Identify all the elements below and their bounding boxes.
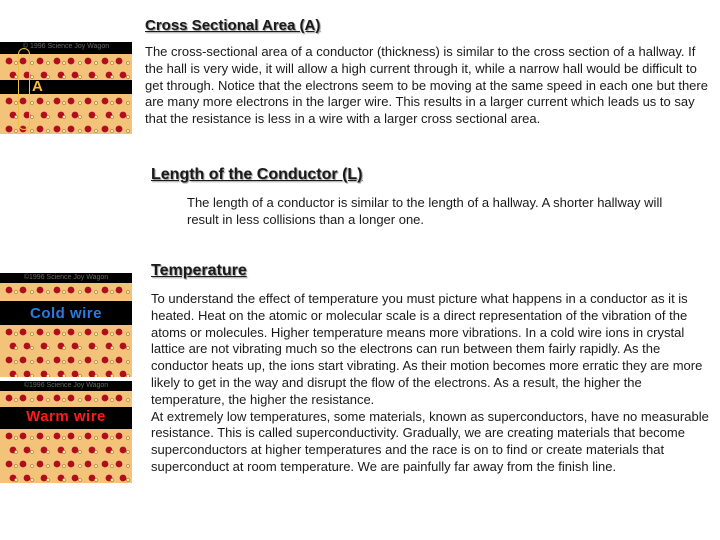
- ion-dot: [102, 433, 109, 440]
- electron-dot: [14, 464, 17, 467]
- ion-dot: [37, 329, 44, 336]
- ion-dot: [102, 98, 109, 105]
- ion-dot: [85, 58, 92, 65]
- electron-dot: [46, 450, 49, 453]
- warm-wire-image: [0, 381, 132, 483]
- ion-dot: [54, 395, 61, 402]
- ion-dot: [68, 357, 75, 364]
- electron-dot: [30, 346, 33, 349]
- electron-dot: [62, 61, 65, 64]
- electron-dot: [62, 129, 65, 132]
- electron-dot: [46, 478, 49, 481]
- ion-dot: [68, 395, 75, 402]
- electron-dot: [46, 129, 49, 132]
- ion-dot: [54, 461, 61, 468]
- electron-dot: [78, 360, 81, 363]
- electron-dot: [110, 61, 113, 64]
- ion-dot: [72, 371, 79, 377]
- electron-dot: [30, 101, 33, 104]
- electron-dot: [78, 436, 81, 439]
- ion-dot: [102, 126, 109, 133]
- electron-dot: [46, 101, 49, 104]
- ion-dot: [72, 475, 79, 482]
- ion-dot: [24, 371, 31, 377]
- ion-dot: [54, 98, 61, 105]
- ion-dot: [6, 461, 13, 468]
- electron-dot: [126, 290, 129, 293]
- image-copyright: © 1996 Science Joy Wagon: [22, 43, 110, 50]
- electron-dot: [30, 290, 33, 293]
- electron-dot: [78, 398, 81, 401]
- ion-dot: [85, 357, 92, 364]
- ion-dot: [116, 395, 123, 402]
- cross-section-outline: [18, 48, 30, 130]
- ion-dot: [120, 72, 127, 79]
- ion-dot: [68, 98, 75, 105]
- electron-dot: [46, 61, 49, 64]
- electron-dot: [94, 346, 97, 349]
- ion-dot: [120, 112, 127, 119]
- ion-dot: [120, 447, 127, 454]
- ion-dot: [85, 329, 92, 336]
- ion-dot: [120, 475, 127, 482]
- electron-dot: [94, 398, 97, 401]
- ion-dot: [116, 461, 123, 468]
- electron-dot: [30, 61, 33, 64]
- area-section-title: Cross Sectional Area (A): [145, 17, 321, 34]
- ion-dot: [6, 329, 13, 336]
- electron-dot: [46, 464, 49, 467]
- temperature-section-title: Temperature: [151, 262, 247, 279]
- ion-dot: [37, 287, 44, 294]
- ion-dot: [116, 98, 123, 105]
- ion-dot: [37, 461, 44, 468]
- electron-dot: [78, 478, 81, 481]
- ion-dot: [24, 447, 31, 454]
- electron-dot: [110, 436, 113, 439]
- ion-dot: [102, 329, 109, 336]
- ion-dot: [68, 287, 75, 294]
- electron-dot: [46, 75, 49, 78]
- electron-dot: [30, 360, 33, 363]
- electron-dot: [126, 61, 129, 64]
- ion-dot: [37, 395, 44, 402]
- electron-dot: [30, 450, 33, 453]
- electron-dot: [94, 450, 97, 453]
- electron-dot: [14, 478, 17, 481]
- ion-dot: [54, 287, 61, 294]
- electron-dot: [78, 374, 81, 377]
- ion-dot: [37, 58, 44, 65]
- electron-dot: [30, 374, 33, 377]
- electron-dot: [78, 75, 81, 78]
- ion-dot: [37, 98, 44, 105]
- electron-dot: [30, 436, 33, 439]
- electron-dot: [110, 101, 113, 104]
- cold-wire-label: Cold wire: [29, 305, 102, 322]
- electron-dot: [126, 450, 129, 453]
- electron-dot: [94, 436, 97, 439]
- electron-dot: [94, 332, 97, 335]
- electron-dot: [78, 464, 81, 467]
- electron-dot: [126, 101, 129, 104]
- ion-dot: [116, 329, 123, 336]
- ion-dot: [24, 475, 31, 482]
- ion-dot: [116, 58, 123, 65]
- image-copyright: ©1996 Science Joy Wagon: [23, 382, 109, 389]
- ion-dot: [102, 287, 109, 294]
- electron-dot: [126, 129, 129, 132]
- electron-dot: [110, 290, 113, 293]
- ion-dot: [24, 343, 31, 350]
- ion-dot: [85, 395, 92, 402]
- ion-dot: [6, 395, 13, 402]
- electron-dot: [62, 101, 65, 104]
- electron-dot: [110, 374, 113, 377]
- ion-dot: [20, 357, 27, 364]
- electron-dot: [46, 374, 49, 377]
- ion-dot: [20, 287, 27, 294]
- ion-dot: [72, 343, 79, 350]
- electron-dot: [62, 346, 65, 349]
- image-copyright: ©1996 Science Joy Wagon: [23, 274, 109, 281]
- ion-dot: [68, 461, 75, 468]
- electron-dot: [62, 374, 65, 377]
- ion-dot: [72, 72, 79, 79]
- ion-dot: [20, 395, 27, 402]
- ion-dot: [116, 126, 123, 133]
- electron-dot: [46, 436, 49, 439]
- ion-dot: [116, 433, 123, 440]
- electron-dot: [126, 115, 129, 118]
- electron-dot: [126, 436, 129, 439]
- warm-wire-label: Warm wire: [26, 408, 106, 425]
- wire-band-bottom: [0, 429, 132, 483]
- ion-dot: [120, 371, 127, 377]
- electron-dot: [14, 374, 17, 377]
- electron-dot: [126, 374, 129, 377]
- electron-dot: [30, 129, 33, 132]
- electron-dot: [14, 360, 17, 363]
- ion-dot: [54, 126, 61, 133]
- electron-dot: [126, 398, 129, 401]
- temperature-section-body: To understand the effect of temperature you must picture what happens in a conductor as it is heated. Heat on the atomic or molecular scale is a direct representation of the vibration of the atoms or molecules. Higher temperature means more vibrations. In a cold wire ions in crystal lattice are not vibrating much so the electrons can run between them fairly rapidly. As the conductor heats up, the ions start vibrating. As their motion becomes more erratic they are more likely to get in the way and disrupt the flow of the electrons. As a result, the higher the temperature, the higher the resistance. At extremely low temperatures, some materials, known as superconductors, have no measurable resistance. This is called superconductivity. Gradually, we are creating materials that become superconductors at higher temperatures and the race is on to find or create materials that superconduct at room temperature. We are painfully far away from the finish line.: [151, 291, 709, 474]
- ion-dot: [6, 433, 13, 440]
- ion-dot: [72, 112, 79, 119]
- ion-dot: [6, 58, 13, 65]
- area-section-body: The cross-sectional area of a conductor (thickness) is similar to the cross section of a hallway. If the hall is very wide, it will allow a high current through it, while a narrow hall would be difficult to get through. Notice that the electrons seem to be moving at the same speed in each one but there are many more electrons in the larger wire. This results in a larger current which leads us to say that the resistance is less in a wire with a larger cross sectional area.: [145, 44, 708, 127]
- electron-dot: [14, 346, 17, 349]
- electron-dot: [30, 398, 33, 401]
- electron-dot: [14, 290, 17, 293]
- ion-dot: [6, 98, 13, 105]
- electron-dot: [46, 360, 49, 363]
- ion-dot: [72, 447, 79, 454]
- ion-dot: [85, 461, 92, 468]
- electron-dot: [14, 129, 17, 132]
- electron-dot: [126, 332, 129, 335]
- electron-dot: [126, 75, 129, 78]
- ion-dot: [85, 433, 92, 440]
- ion-dot: [20, 461, 27, 468]
- electron-dot: [126, 360, 129, 363]
- electron-dot: [110, 398, 113, 401]
- ion-dot: [85, 287, 92, 294]
- electron-dot: [14, 332, 17, 335]
- ion-dot: [54, 329, 61, 336]
- electron-dot: [94, 464, 97, 467]
- ion-dot: [6, 126, 13, 133]
- electron-dot: [78, 290, 81, 293]
- electron-dot: [110, 360, 113, 363]
- electron-dot: [78, 129, 81, 132]
- electron-dot: [110, 464, 113, 467]
- electron-dot: [78, 115, 81, 118]
- electron-dot: [110, 75, 113, 78]
- ion-dot: [68, 58, 75, 65]
- lattice-bottom: [0, 429, 132, 483]
- electron-dot: [30, 115, 33, 118]
- electron-dot: [110, 478, 113, 481]
- electron-dot: [30, 478, 33, 481]
- electron-dot: [30, 464, 33, 467]
- ion-dot: [116, 357, 123, 364]
- ion-dot: [54, 357, 61, 364]
- electron-dot: [110, 129, 113, 132]
- cross-section-wire-image: [0, 42, 132, 134]
- length-section-title: Length of the Conductor (L): [151, 166, 363, 183]
- electron-dot: [14, 436, 17, 439]
- electron-dot: [126, 464, 129, 467]
- electron-dot: [94, 101, 97, 104]
- electron-dot: [94, 374, 97, 377]
- ion-dot: [102, 357, 109, 364]
- lattice-bottom: [0, 325, 132, 377]
- electron-dot: [62, 332, 65, 335]
- electron-dot: [110, 346, 113, 349]
- electron-dot: [126, 478, 129, 481]
- electron-dot: [78, 346, 81, 349]
- electron-dot: [62, 290, 65, 293]
- electron-dot: [62, 398, 65, 401]
- electron-dot: [110, 332, 113, 335]
- ion-dot: [54, 433, 61, 440]
- ion-dot: [85, 126, 92, 133]
- electron-dot: [78, 450, 81, 453]
- electron-dot: [30, 332, 33, 335]
- ion-dot: [68, 433, 75, 440]
- ion-dot: [102, 58, 109, 65]
- ion-dot: [120, 343, 127, 350]
- ion-dot: [20, 329, 27, 336]
- electron-dot: [126, 346, 129, 349]
- electron-dot: [94, 129, 97, 132]
- wire-band-bottom: [0, 325, 132, 377]
- electron-dot: [14, 398, 17, 401]
- electron-dot: [62, 464, 65, 467]
- electron-dot: [62, 478, 65, 481]
- electron-dot: [94, 61, 97, 64]
- electron-dot: [94, 478, 97, 481]
- ion-dot: [37, 126, 44, 133]
- ion-dot: [54, 58, 61, 65]
- electron-dot: [46, 115, 49, 118]
- ion-dot: [102, 461, 109, 468]
- wire-band-top: [0, 283, 132, 301]
- electron-dot: [62, 436, 65, 439]
- electron-dot: [110, 450, 113, 453]
- electron-dot: [46, 346, 49, 349]
- cold-wire-image: [0, 273, 132, 377]
- electron-dot: [46, 398, 49, 401]
- electron-dot: [94, 360, 97, 363]
- ion-dot: [20, 433, 27, 440]
- electron-dot: [62, 450, 65, 453]
- ion-dot: [6, 357, 13, 364]
- electron-dot: [78, 332, 81, 335]
- ion-dot: [68, 329, 75, 336]
- ion-dot: [6, 287, 13, 294]
- electron-dot: [94, 290, 97, 293]
- lattice-top: [0, 391, 132, 407]
- ion-dot: [102, 395, 109, 402]
- length-section-body: The length of a conductor is similar to the length of a hallway. A shorter hallway will result in less collisions than a longer one.: [187, 195, 663, 227]
- electron-dot: [14, 450, 17, 453]
- ion-dot: [37, 357, 44, 364]
- electron-dot: [46, 290, 49, 293]
- area-marker-a: A: [32, 78, 43, 95]
- electron-dot: [110, 115, 113, 118]
- ion-dot: [85, 98, 92, 105]
- ion-dot: [37, 433, 44, 440]
- electron-dot: [62, 75, 65, 78]
- lattice-top: [0, 283, 132, 301]
- ion-dot: [116, 287, 123, 294]
- electron-dot: [78, 61, 81, 64]
- electron-dot: [62, 360, 65, 363]
- electron-dot: [62, 115, 65, 118]
- wire-band-top: [0, 391, 132, 407]
- electron-dot: [94, 115, 97, 118]
- electron-dot: [46, 332, 49, 335]
- electron-dot: [94, 75, 97, 78]
- electron-dot: [78, 101, 81, 104]
- ion-dot: [68, 126, 75, 133]
